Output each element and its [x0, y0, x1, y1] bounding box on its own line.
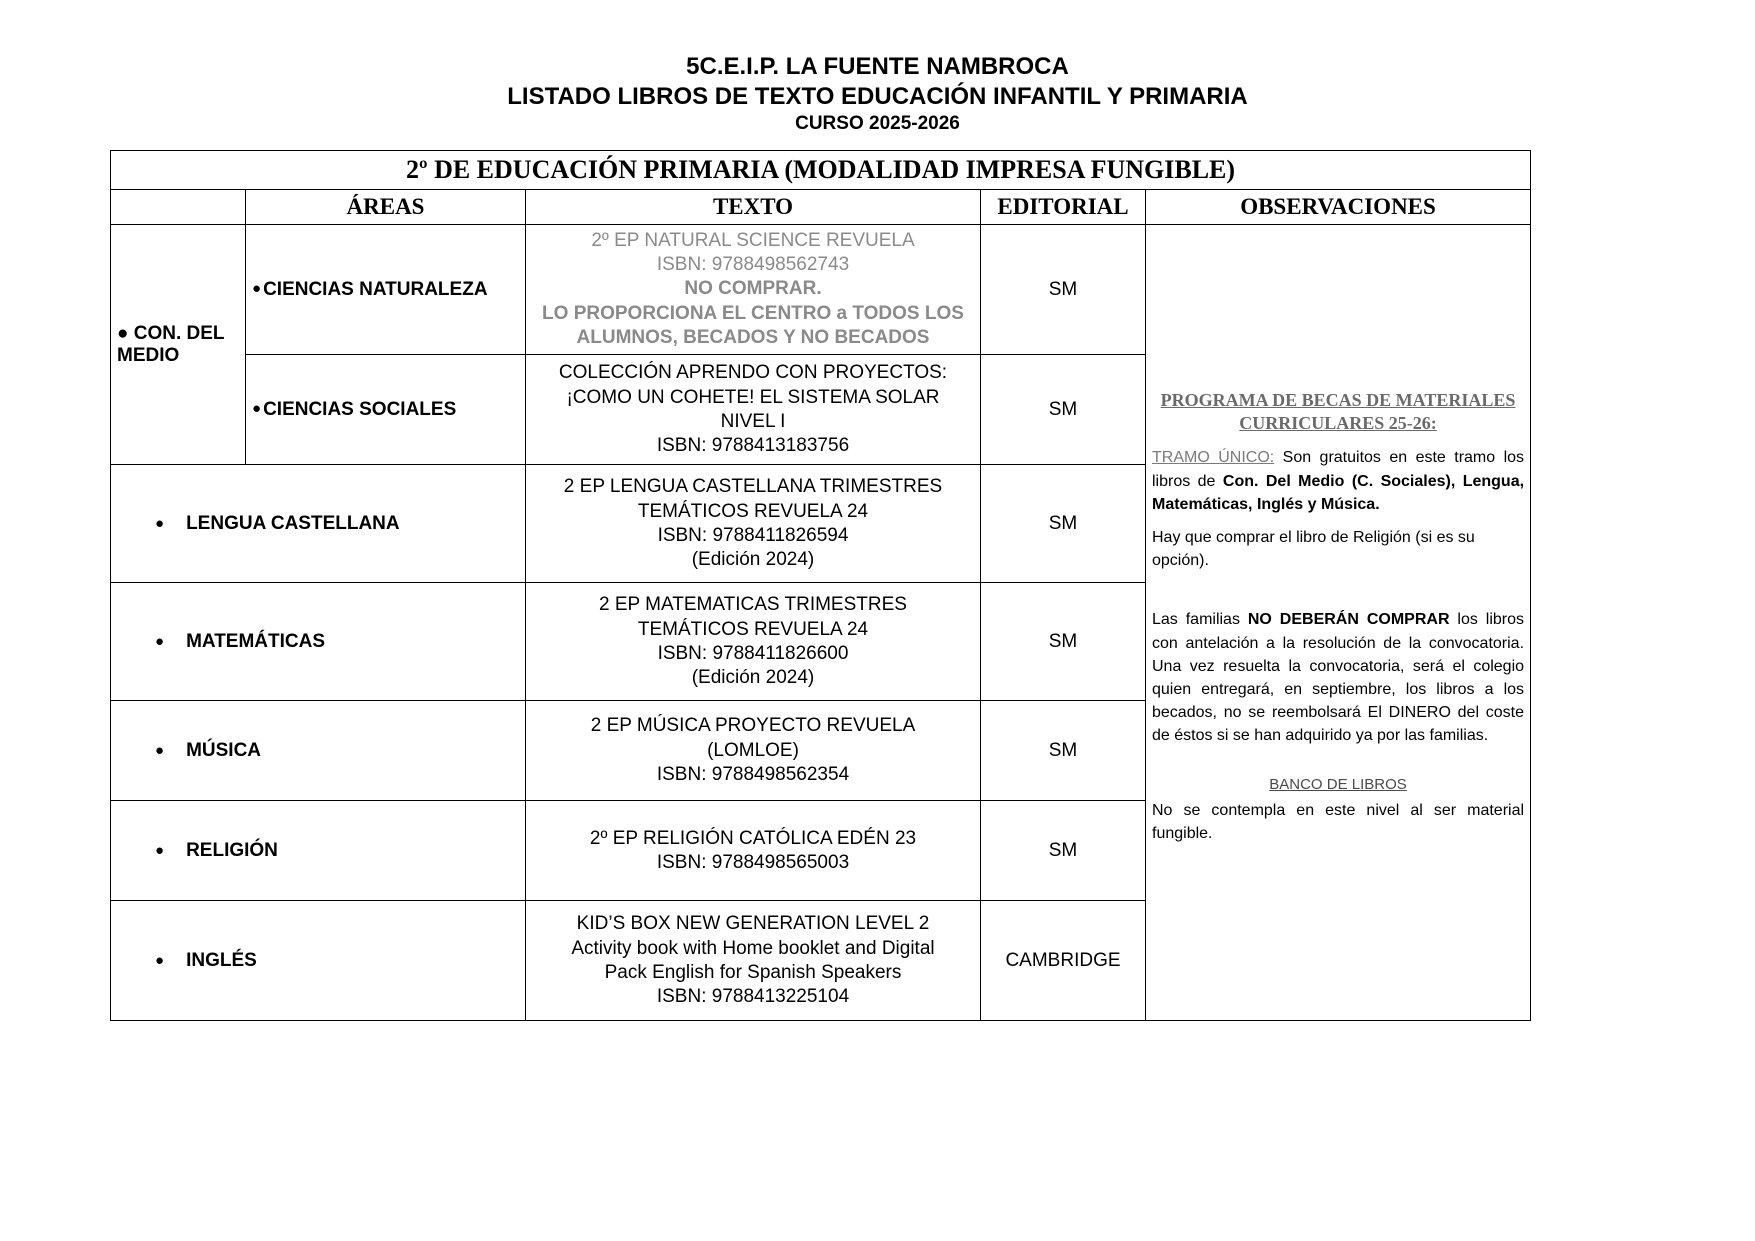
area-ciencias-sociales [246, 355, 526, 465]
bullet-icon: ● [155, 952, 165, 970]
group-label-con-del-medio: ● CON. DEL MEDIO [111, 224, 246, 465]
table-row [111, 224, 1531, 355]
table-title-row [111, 150, 1531, 189]
text-line: LO PROPORCIONA EL CENTRO a TODOS LOS [542, 302, 964, 324]
observaciones-cell [1146, 224, 1531, 1021]
text-line: (LOMLOE) [707, 739, 799, 761]
area-label: MATEMÁTICAS [186, 630, 326, 652]
document-title: LISTADO LIBROS DE TEXTO EDUCACIÓN INFANTIL Y PRIMARIA [507, 83, 1248, 110]
observaciones-religion-note: Hay que comprar el libro de Religión (si es su opción). [1152, 529, 1475, 570]
area-label: INGLÉS [186, 949, 257, 971]
text-line: TEMÁTICOS REVUELA 24 [637, 500, 869, 522]
texto-matematicas [526, 583, 981, 701]
texto-ciencias-sociales [526, 355, 981, 465]
tramo-subjects: Con. Del Medio (C. Sociales), Lengua, Matemáticas, Inglés y Música. [1152, 472, 1525, 513]
familias-bold: NO DEBERÁN COMPRAR [1247, 611, 1450, 629]
editorial-musica: SM [981, 701, 1146, 801]
column-header-texto: TEXTO [526, 189, 981, 224]
text-line: ISBN: 9788413225104 [656, 986, 850, 1008]
text-line: Activity book with Home booklet and Digital [571, 937, 935, 959]
editorial-lengua-castellana: SM [981, 465, 1146, 583]
texto-religion [526, 801, 981, 901]
area-row-inner [117, 631, 519, 653]
bullet-icon: ● [155, 742, 165, 760]
text-line: TEMÁTICOS REVUELA 24 [637, 618, 869, 640]
area-row-inner [117, 950, 519, 972]
text-line: ISBN: 9788498562354 [656, 763, 850, 785]
area-ciencias-naturaleza [246, 224, 526, 355]
column-header-editorial: EDITORIAL [981, 189, 1146, 224]
editorial-ingles: CAMBRIDGE [981, 901, 1146, 1021]
bullet-icon: ● [155, 633, 165, 651]
school-name: 5C.E.I.P. LA FUENTE NAMBROCA [686, 53, 1069, 80]
observaciones-familias [1152, 608, 1524, 747]
text-line: ISBN: 9788411826600 [657, 642, 849, 664]
spacer [1152, 582, 1524, 608]
texto-lengua-castellana [526, 465, 981, 583]
text-line: 2º EP NATURAL SCIENCE REVUELA [591, 229, 915, 251]
column-header-observaciones: OBSERVACIONES [1146, 189, 1531, 224]
text-line: 2 EP LENGUA CASTELLANA TRIMESTRES [563, 476, 943, 498]
text-line: NO COMPRAR. [684, 278, 822, 300]
text-line: NIVEL I [720, 410, 786, 432]
table-title: 2º DE EDUCACIÓN PRIMARIA (MODALIDAD IMPRESA FUNGIBLE) [111, 150, 1531, 189]
bullet-icon: ● [155, 842, 165, 860]
observaciones-tramo [1152, 446, 1524, 516]
observaciones-title: PROGRAMA DE BECAS DE MATERIALES CURRICULARES 25-26: [1160, 390, 1516, 433]
area-row-inner [117, 513, 519, 535]
editorial-ciencias-sociales: SM [981, 355, 1146, 465]
area-musica [111, 701, 526, 801]
text-line: 2º EP RELIGIÓN CATÓLICA EDÉN 23 [589, 827, 917, 849]
school-year: CURSO 2025-2026 [795, 113, 960, 134]
text-line: COLECCIÓN APRENDO CON PROYECTOS: [558, 362, 948, 384]
tramo-label: TRAMO ÚNICO: [1152, 449, 1275, 467]
area-label: RELIGIÓN [186, 839, 278, 861]
area-row-inner [117, 840, 519, 862]
area-lengua-castellana [111, 465, 526, 583]
text-line: ¡COMO UN COHETE! EL SISTEMA SOLAR [566, 386, 940, 408]
editorial-matematicas: SM [981, 583, 1146, 701]
column-header-areas: ÁREAS [246, 189, 526, 224]
text-line: KID’S BOX NEW GENERATION LEVEL 2 [576, 913, 930, 935]
text-line: (Edición 2024) [691, 667, 815, 689]
booklist-table [110, 150, 1531, 1022]
texto-ingles [526, 901, 981, 1021]
text-line: Pack English for Spanish Speakers [604, 961, 902, 983]
area-religion [111, 801, 526, 901]
texto-ciencias-naturaleza [526, 224, 981, 355]
bullet-icon: ● [155, 515, 165, 533]
area-row-inner [117, 740, 519, 762]
area-label: MÚSICA [186, 739, 262, 761]
banco-de-libros-title: BANCO DE LIBROS [1269, 775, 1407, 793]
banco-de-libros-text: No se contempla en este nivel al ser material fungible. [1152, 802, 1525, 843]
text-line: (Edición 2024) [691, 549, 815, 571]
document-header [110, 52, 1645, 136]
column-header-group [111, 189, 246, 224]
familias-post: los libros con antelación a la resolución de la convocatoria. Una vez resuelta la convocatoria, será el colegio quien entregará, en septiembre, los libros a los becados, no se reembolsará El DINERO del coste de éstos si se han adquirido ya por las familias. [1152, 611, 1525, 745]
text-line: 2 EP MÚSICA PROYECTO REVUELA [590, 715, 916, 737]
text-line: ISBN: 9788413183756 [656, 435, 850, 457]
text-line: ALUMNOS, BECADOS Y NO BECADOS [576, 327, 930, 348]
text-line: 2 EP MATEMATICAS TRIMESTRES [599, 594, 907, 616]
table-header-row [111, 189, 1531, 224]
area-matematicas [111, 583, 526, 701]
editorial-ciencias-naturaleza: SM [981, 224, 1146, 355]
text-line: ISBN: 9788498565003 [656, 851, 850, 873]
editorial-religion: SM [981, 801, 1146, 901]
area-label: ● CIENCIAS NATURALEZA [252, 279, 488, 300]
area-label: LENGUA CASTELLANA [186, 512, 400, 534]
tramo-text: Son gratuitos en este tramo los libros de [1152, 449, 1525, 490]
area-label: ● CIENCIAS SOCIALES [252, 399, 456, 420]
familias-pre: Las familias [1152, 611, 1248, 629]
area-ingles [111, 901, 526, 1021]
text-line: ISBN: 9788411826594 [657, 524, 849, 546]
texto-musica [526, 701, 981, 801]
text-line: ISBN: 9788498562743 [656, 254, 850, 276]
